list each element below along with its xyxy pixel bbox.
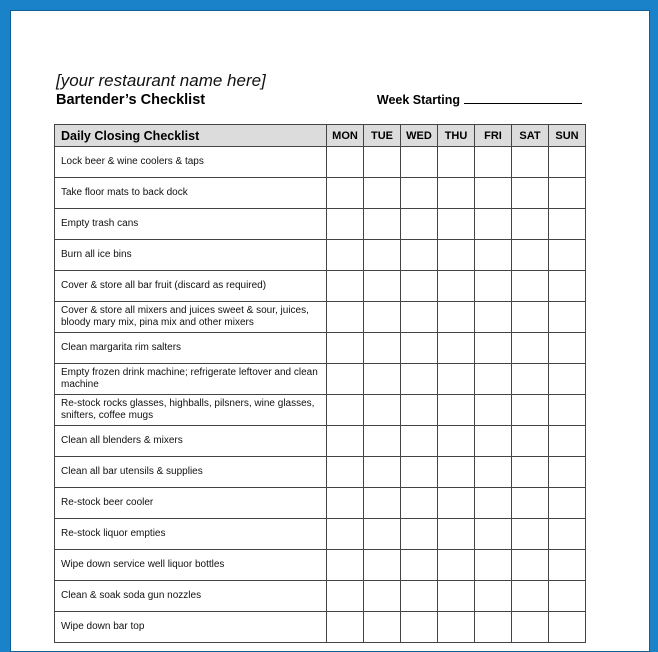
checkbox-cell-fri[interactable] bbox=[475, 209, 512, 240]
checkbox-cell-fri[interactable] bbox=[475, 271, 512, 302]
checkbox-cell-thu[interactable] bbox=[438, 395, 475, 426]
checkbox-cell-thu[interactable] bbox=[438, 581, 475, 612]
checkbox-cell-thu[interactable] bbox=[438, 147, 475, 178]
checkbox-cell-tue[interactable] bbox=[364, 550, 401, 581]
task-label: Clean & soak soda gun nozzles bbox=[55, 581, 327, 612]
checkbox-cell-tue[interactable] bbox=[364, 240, 401, 271]
checkbox-cell-sat[interactable] bbox=[512, 426, 549, 457]
checkbox-cell-fri[interactable] bbox=[475, 240, 512, 271]
table-row bbox=[55, 178, 586, 209]
checkbox-cell-mon[interactable] bbox=[327, 612, 364, 643]
title-row bbox=[56, 92, 586, 108]
checkbox-cell-fri[interactable] bbox=[475, 581, 512, 612]
checkbox-cell-fri[interactable] bbox=[475, 147, 512, 178]
checkbox-cell-fri[interactable] bbox=[475, 426, 512, 457]
checkbox-cell-wed[interactable] bbox=[401, 209, 438, 240]
week-starting-label: Week Starting bbox=[376, 93, 460, 107]
table-row bbox=[55, 240, 586, 271]
day-header: SAT bbox=[512, 125, 549, 147]
checkbox-cell-sun[interactable] bbox=[549, 395, 586, 426]
checkbox-cell-wed[interactable] bbox=[401, 426, 438, 457]
checkbox-cell-fri[interactable] bbox=[475, 550, 512, 581]
document-header bbox=[56, 71, 586, 108]
checkbox-cell-sun[interactable] bbox=[549, 519, 586, 550]
checklist-page bbox=[10, 10, 650, 652]
table-row bbox=[55, 364, 586, 395]
task-label: Cover & store all bar fruit (discard as required) bbox=[55, 271, 327, 302]
checkbox-cell-tue[interactable] bbox=[364, 457, 401, 488]
checkbox-cell-tue[interactable] bbox=[364, 271, 401, 302]
checkbox-cell-fri[interactable] bbox=[475, 364, 512, 395]
checkbox-cell-tue[interactable] bbox=[364, 209, 401, 240]
checkbox-cell-tue[interactable] bbox=[364, 426, 401, 457]
task-list bbox=[55, 147, 586, 643]
checkbox-cell-thu[interactable] bbox=[438, 271, 475, 302]
checkbox-cell-wed[interactable] bbox=[401, 488, 438, 519]
day-header: FRI bbox=[475, 125, 512, 147]
checkbox-cell-fri[interactable] bbox=[475, 457, 512, 488]
checkbox-cell-tue[interactable] bbox=[364, 519, 401, 550]
checkbox-cell-sun[interactable] bbox=[549, 612, 586, 643]
checkbox-cell-sat[interactable] bbox=[512, 395, 549, 426]
checkbox-cell-thu[interactable] bbox=[438, 612, 475, 643]
checkbox-cell-thu[interactable] bbox=[438, 488, 475, 519]
checkbox-cell-wed[interactable] bbox=[401, 178, 438, 209]
checkbox-cell-wed[interactable] bbox=[401, 550, 438, 581]
checkbox-cell-sat[interactable] bbox=[512, 550, 549, 581]
checkbox-cell-fri[interactable] bbox=[475, 333, 512, 364]
checkbox-cell-wed[interactable] bbox=[401, 519, 438, 550]
table-row bbox=[55, 333, 586, 364]
checkbox-cell-mon[interactable] bbox=[327, 519, 364, 550]
table-row bbox=[55, 550, 586, 581]
closing-checklist-table bbox=[54, 124, 586, 643]
checkbox-cell-fri[interactable] bbox=[475, 488, 512, 519]
checkbox-cell-tue[interactable] bbox=[364, 612, 401, 643]
task-label: Clean all blenders & mixers bbox=[55, 426, 327, 457]
checkbox-cell-thu[interactable] bbox=[438, 550, 475, 581]
task-label: Empty trash cans bbox=[55, 209, 327, 240]
checkbox-cell-tue[interactable] bbox=[364, 333, 401, 364]
table-row bbox=[55, 147, 586, 178]
task-label: Clean all bar utensils & supplies bbox=[55, 457, 327, 488]
checkbox-cell-sun[interactable] bbox=[549, 426, 586, 457]
checkbox-cell-fri[interactable] bbox=[475, 302, 512, 333]
checkbox-cell-wed[interactable] bbox=[401, 364, 438, 395]
checkbox-cell-tue[interactable] bbox=[364, 178, 401, 209]
checkbox-cell-thu[interactable] bbox=[438, 519, 475, 550]
checkbox-cell-sat[interactable] bbox=[512, 581, 549, 612]
task-label: Wipe down service well liquor bottles bbox=[55, 550, 327, 581]
table-row bbox=[55, 457, 586, 488]
week-starting bbox=[377, 92, 582, 107]
checkbox-cell-sun[interactable] bbox=[549, 457, 586, 488]
checkbox-cell-mon[interactable] bbox=[327, 178, 364, 209]
checkbox-cell-sat[interactable] bbox=[512, 519, 549, 550]
checkbox-cell-mon[interactable] bbox=[327, 209, 364, 240]
checkbox-cell-mon[interactable] bbox=[327, 271, 364, 302]
task-label: Take floor mats to back dock bbox=[55, 178, 327, 209]
table-row bbox=[55, 612, 586, 643]
checkbox-cell-thu[interactable] bbox=[438, 302, 475, 333]
checkbox-cell-sat[interactable] bbox=[512, 240, 549, 271]
checkbox-cell-fri[interactable] bbox=[475, 519, 512, 550]
table-row bbox=[55, 395, 586, 426]
checkbox-cell-sat[interactable] bbox=[512, 147, 549, 178]
checkbox-cell-mon[interactable] bbox=[327, 364, 364, 395]
checkbox-cell-sun[interactable] bbox=[549, 178, 586, 209]
checkbox-cell-mon[interactable] bbox=[327, 240, 364, 271]
day-header: THU bbox=[438, 125, 475, 147]
checkbox-cell-thu[interactable] bbox=[438, 178, 475, 209]
checkbox-cell-wed[interactable] bbox=[401, 271, 438, 302]
checkbox-cell-sun[interactable] bbox=[549, 581, 586, 612]
table-row bbox=[55, 488, 586, 519]
checklist-header: Daily Closing Checklist bbox=[55, 125, 327, 147]
task-label: Re-stock rocks glasses, highballs, pilsners, wine glasses, snifters, coffee mugs bbox=[55, 395, 327, 426]
checkbox-cell-sun[interactable] bbox=[549, 488, 586, 519]
checkbox-cell-tue[interactable] bbox=[364, 488, 401, 519]
checkbox-cell-sat[interactable] bbox=[512, 364, 549, 395]
checkbox-cell-sun[interactable] bbox=[549, 302, 586, 333]
table-row bbox=[55, 426, 586, 457]
checkbox-cell-sat[interactable] bbox=[512, 271, 549, 302]
checkbox-cell-sun[interactable] bbox=[549, 147, 586, 178]
day-header: TUE bbox=[364, 125, 401, 147]
checkbox-cell-mon[interactable] bbox=[327, 550, 364, 581]
checkbox-cell-sat[interactable] bbox=[512, 209, 549, 240]
task-label: Lock beer & wine coolers & taps bbox=[55, 147, 327, 178]
task-label: Clean margarita rim salters bbox=[55, 333, 327, 364]
checkbox-cell-thu[interactable] bbox=[438, 333, 475, 364]
checkbox-cell-sun[interactable] bbox=[549, 550, 586, 581]
table-row bbox=[55, 302, 586, 333]
task-label: Empty frozen drink machine; refrigerate leftover and clean machine bbox=[55, 364, 327, 395]
checkbox-cell-thu[interactable] bbox=[438, 426, 475, 457]
table-row bbox=[55, 519, 586, 550]
week-starting-blank[interactable] bbox=[464, 92, 582, 104]
checkbox-cell-sat[interactable] bbox=[512, 488, 549, 519]
checkbox-cell-thu[interactable] bbox=[438, 240, 475, 271]
checkbox-cell-thu[interactable] bbox=[438, 209, 475, 240]
checkbox-cell-wed[interactable] bbox=[401, 147, 438, 178]
checkbox-cell-sun[interactable] bbox=[549, 240, 586, 271]
day-header: MON bbox=[327, 125, 364, 147]
checkbox-cell-wed[interactable] bbox=[401, 333, 438, 364]
checkbox-cell-mon[interactable] bbox=[327, 581, 364, 612]
checklist-title: Bartender’s Checklist bbox=[56, 92, 206, 108]
checkbox-cell-wed[interactable] bbox=[401, 240, 438, 271]
checkbox-cell-wed[interactable] bbox=[401, 457, 438, 488]
checkbox-cell-wed[interactable] bbox=[401, 581, 438, 612]
checkbox-cell-tue[interactable] bbox=[364, 302, 401, 333]
checkbox-cell-wed[interactable] bbox=[401, 395, 438, 426]
checkbox-cell-mon[interactable] bbox=[327, 333, 364, 364]
checkbox-cell-tue[interactable] bbox=[364, 581, 401, 612]
table-header-row bbox=[55, 125, 586, 147]
checkbox-cell-wed[interactable] bbox=[401, 612, 438, 643]
task-label: Burn all ice bins bbox=[55, 240, 327, 271]
checkbox-cell-fri[interactable] bbox=[475, 395, 512, 426]
checkbox-cell-thu[interactable] bbox=[438, 364, 475, 395]
restaurant-name: [your restaurant name here] bbox=[56, 71, 266, 90]
checkbox-cell-fri[interactable] bbox=[475, 612, 512, 643]
checkbox-cell-fri[interactable] bbox=[475, 178, 512, 209]
checkbox-cell-mon[interactable] bbox=[327, 457, 364, 488]
checkbox-cell-mon[interactable] bbox=[327, 147, 364, 178]
checkbox-cell-sat[interactable] bbox=[512, 333, 549, 364]
checkbox-cell-sat[interactable] bbox=[512, 612, 549, 643]
checkbox-cell-mon[interactable] bbox=[327, 302, 364, 333]
checkbox-cell-tue[interactable] bbox=[364, 395, 401, 426]
checkbox-cell-tue[interactable] bbox=[364, 364, 401, 395]
table-row bbox=[55, 271, 586, 302]
task-label: Re-stock beer cooler bbox=[55, 488, 327, 519]
task-label: Re-stock liquor empties bbox=[55, 519, 327, 550]
day-header: WED bbox=[401, 125, 438, 147]
checkbox-cell-sun[interactable] bbox=[549, 364, 586, 395]
checkbox-cell-sun[interactable] bbox=[549, 271, 586, 302]
checkbox-cell-sun[interactable] bbox=[549, 333, 586, 364]
table-row bbox=[55, 209, 586, 240]
task-label: Cover & store all mixers and juices sweet & sour, juices, bloody mary mix, pina mix and other mixers bbox=[55, 302, 327, 333]
checkbox-cell-wed[interactable] bbox=[401, 302, 438, 333]
checkbox-cell-sat[interactable] bbox=[512, 302, 549, 333]
checkbox-cell-sat[interactable] bbox=[512, 457, 549, 488]
checkbox-cell-mon[interactable] bbox=[327, 426, 364, 457]
checkbox-cell-sun[interactable] bbox=[549, 209, 586, 240]
table-row bbox=[55, 581, 586, 612]
checkbox-cell-thu[interactable] bbox=[438, 457, 475, 488]
task-label: Wipe down bar top bbox=[55, 612, 327, 643]
checkbox-cell-sat[interactable] bbox=[512, 178, 549, 209]
checkbox-cell-mon[interactable] bbox=[327, 488, 364, 519]
day-header: SUN bbox=[549, 125, 586, 147]
checkbox-cell-mon[interactable] bbox=[327, 395, 364, 426]
checkbox-cell-tue[interactable] bbox=[364, 147, 401, 178]
